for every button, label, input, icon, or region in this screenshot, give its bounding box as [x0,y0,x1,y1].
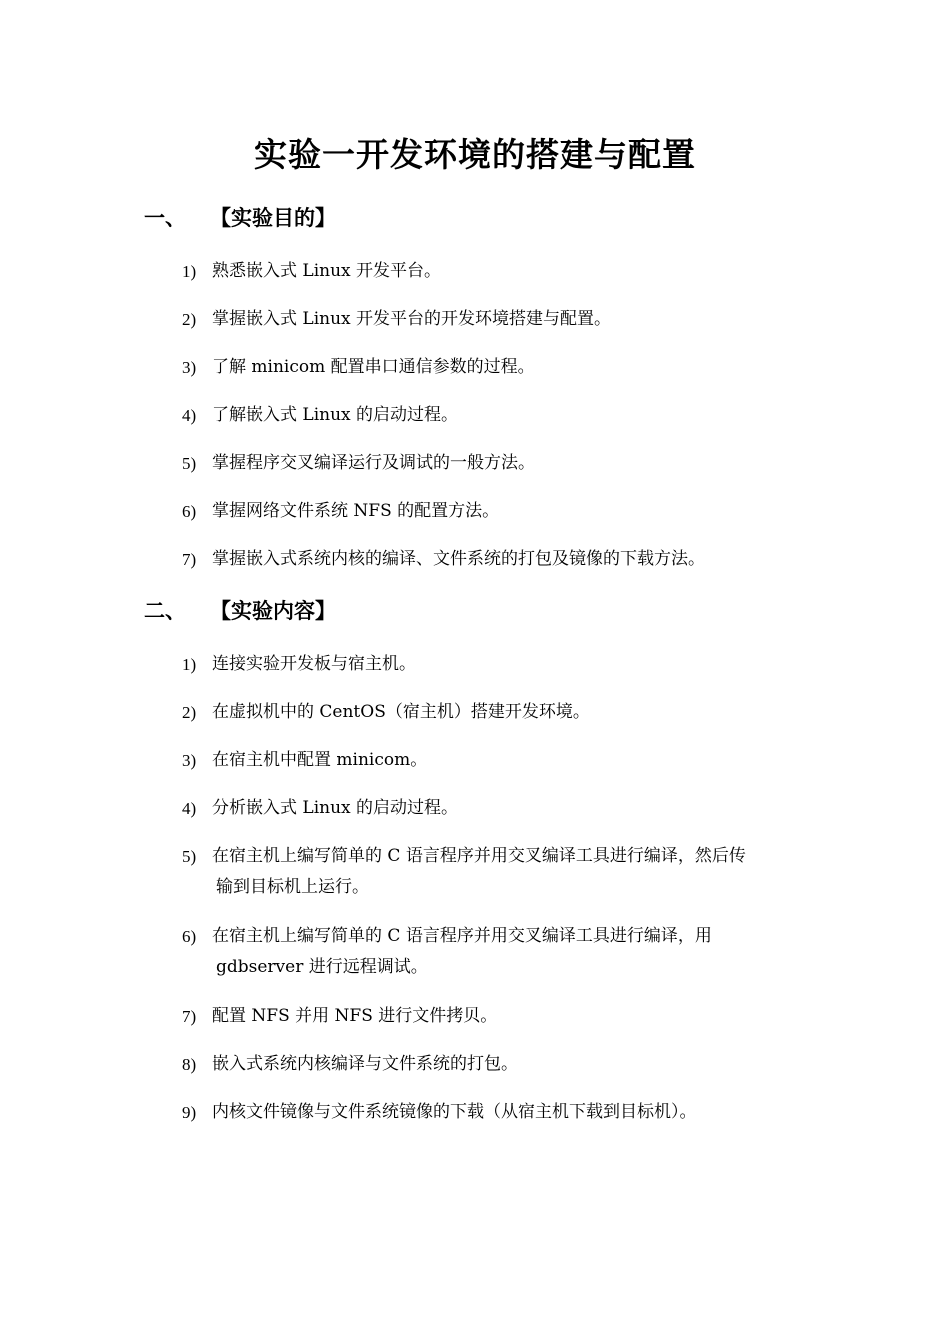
list-item-index: 2) [182,310,197,329]
list-item-text: 掌握嵌入式系统内核的编译、文件系统的打包及镜像的下载方法。 [212,549,705,569]
list-item-text: 内核文件镜像与文件系统镜像的下载（从宿主机下载到目标机）。 [212,1102,697,1122]
list-item-text: 在宿主机中配置 minicom。 [212,750,428,770]
list-item-index: 8) [182,1055,197,1074]
list-item-text: 在宿主机上编写简单的 C 语言程序并用交叉编译工具进行编译，然后传 [212,846,746,866]
list-item-index: 3) [182,358,197,377]
list-item-index: 1) [182,262,197,281]
list-item [182,544,810,575]
list-item [182,649,810,680]
section-title: 【实验内容】 [210,598,336,623]
list-item [182,448,810,479]
list-item-text-continued: gdbserver 进行远程调试。 [216,957,428,977]
section-heading-objectives [144,203,336,233]
list-item-text: 嵌入式系统内核编译与文件系统的打包。 [212,1054,518,1074]
list-item-index: 7) [182,1007,197,1026]
list-item [182,496,810,527]
list-item-text: 配置 NFS 并用 NFS 进行文件拷贝。 [212,1006,498,1026]
section-number: 一、 [144,205,186,230]
list-item-index: 1) [182,655,197,674]
list-item-text: 了解 minicom 配置串口通信参数的过程。 [212,357,535,377]
list-item-text: 掌握网络文件系统 NFS 的配置方法。 [212,501,500,521]
list-item [182,697,810,728]
list-item-index: 9) [182,1103,197,1122]
list-item-index: 6) [182,927,197,946]
list-item [182,921,810,983]
section-heading-contents [144,596,336,626]
list-item-index: 5) [182,847,197,866]
list-item [182,1049,810,1080]
list-item-index: 4) [182,406,197,425]
list-item-text: 掌握嵌入式 Linux 开发平台的开发环境搭建与配置。 [212,309,612,329]
list-item [182,256,810,287]
list-item-text: 分析嵌入式 Linux 的启动过程。 [212,798,459,818]
list-item [182,841,810,903]
list-item-index: 3) [182,751,197,770]
list-item-index: 5) [182,454,197,473]
list-item-index: 7) [182,550,197,569]
list-item-text: 掌握程序交叉编译运行及调试的一般方法。 [212,453,535,473]
list-item-text: 在虚拟机中的 CentOS（宿主机）搭建开发环境。 [212,702,590,722]
list-item [182,1097,810,1128]
list-item-text: 在宿主机上编写简单的 C 语言程序并用交叉编译工具进行编译，用 [212,926,712,946]
section-number: 二、 [144,598,186,623]
list-item [182,745,810,776]
list-item-text: 连接实验开发板与宿主机。 [212,654,416,674]
list-item [182,304,810,335]
list-item-index: 4) [182,799,197,818]
page-title: 实验一开发环境的搭建与配置 [254,135,696,174]
list-item [182,793,810,824]
list-item-text: 熟悉嵌入式 Linux 开发平台。 [212,261,442,281]
list-item-index: 6) [182,502,197,521]
list-item [182,352,810,383]
list-item [182,400,810,431]
list-item-text: 了解嵌入式 Linux 的启动过程。 [212,405,459,425]
section-title: 【实验目的】 [210,205,336,230]
list-item [182,1001,810,1032]
list-item-index: 2) [182,703,197,722]
list-item-text-continued: 输到目标机上运行。 [216,877,369,897]
